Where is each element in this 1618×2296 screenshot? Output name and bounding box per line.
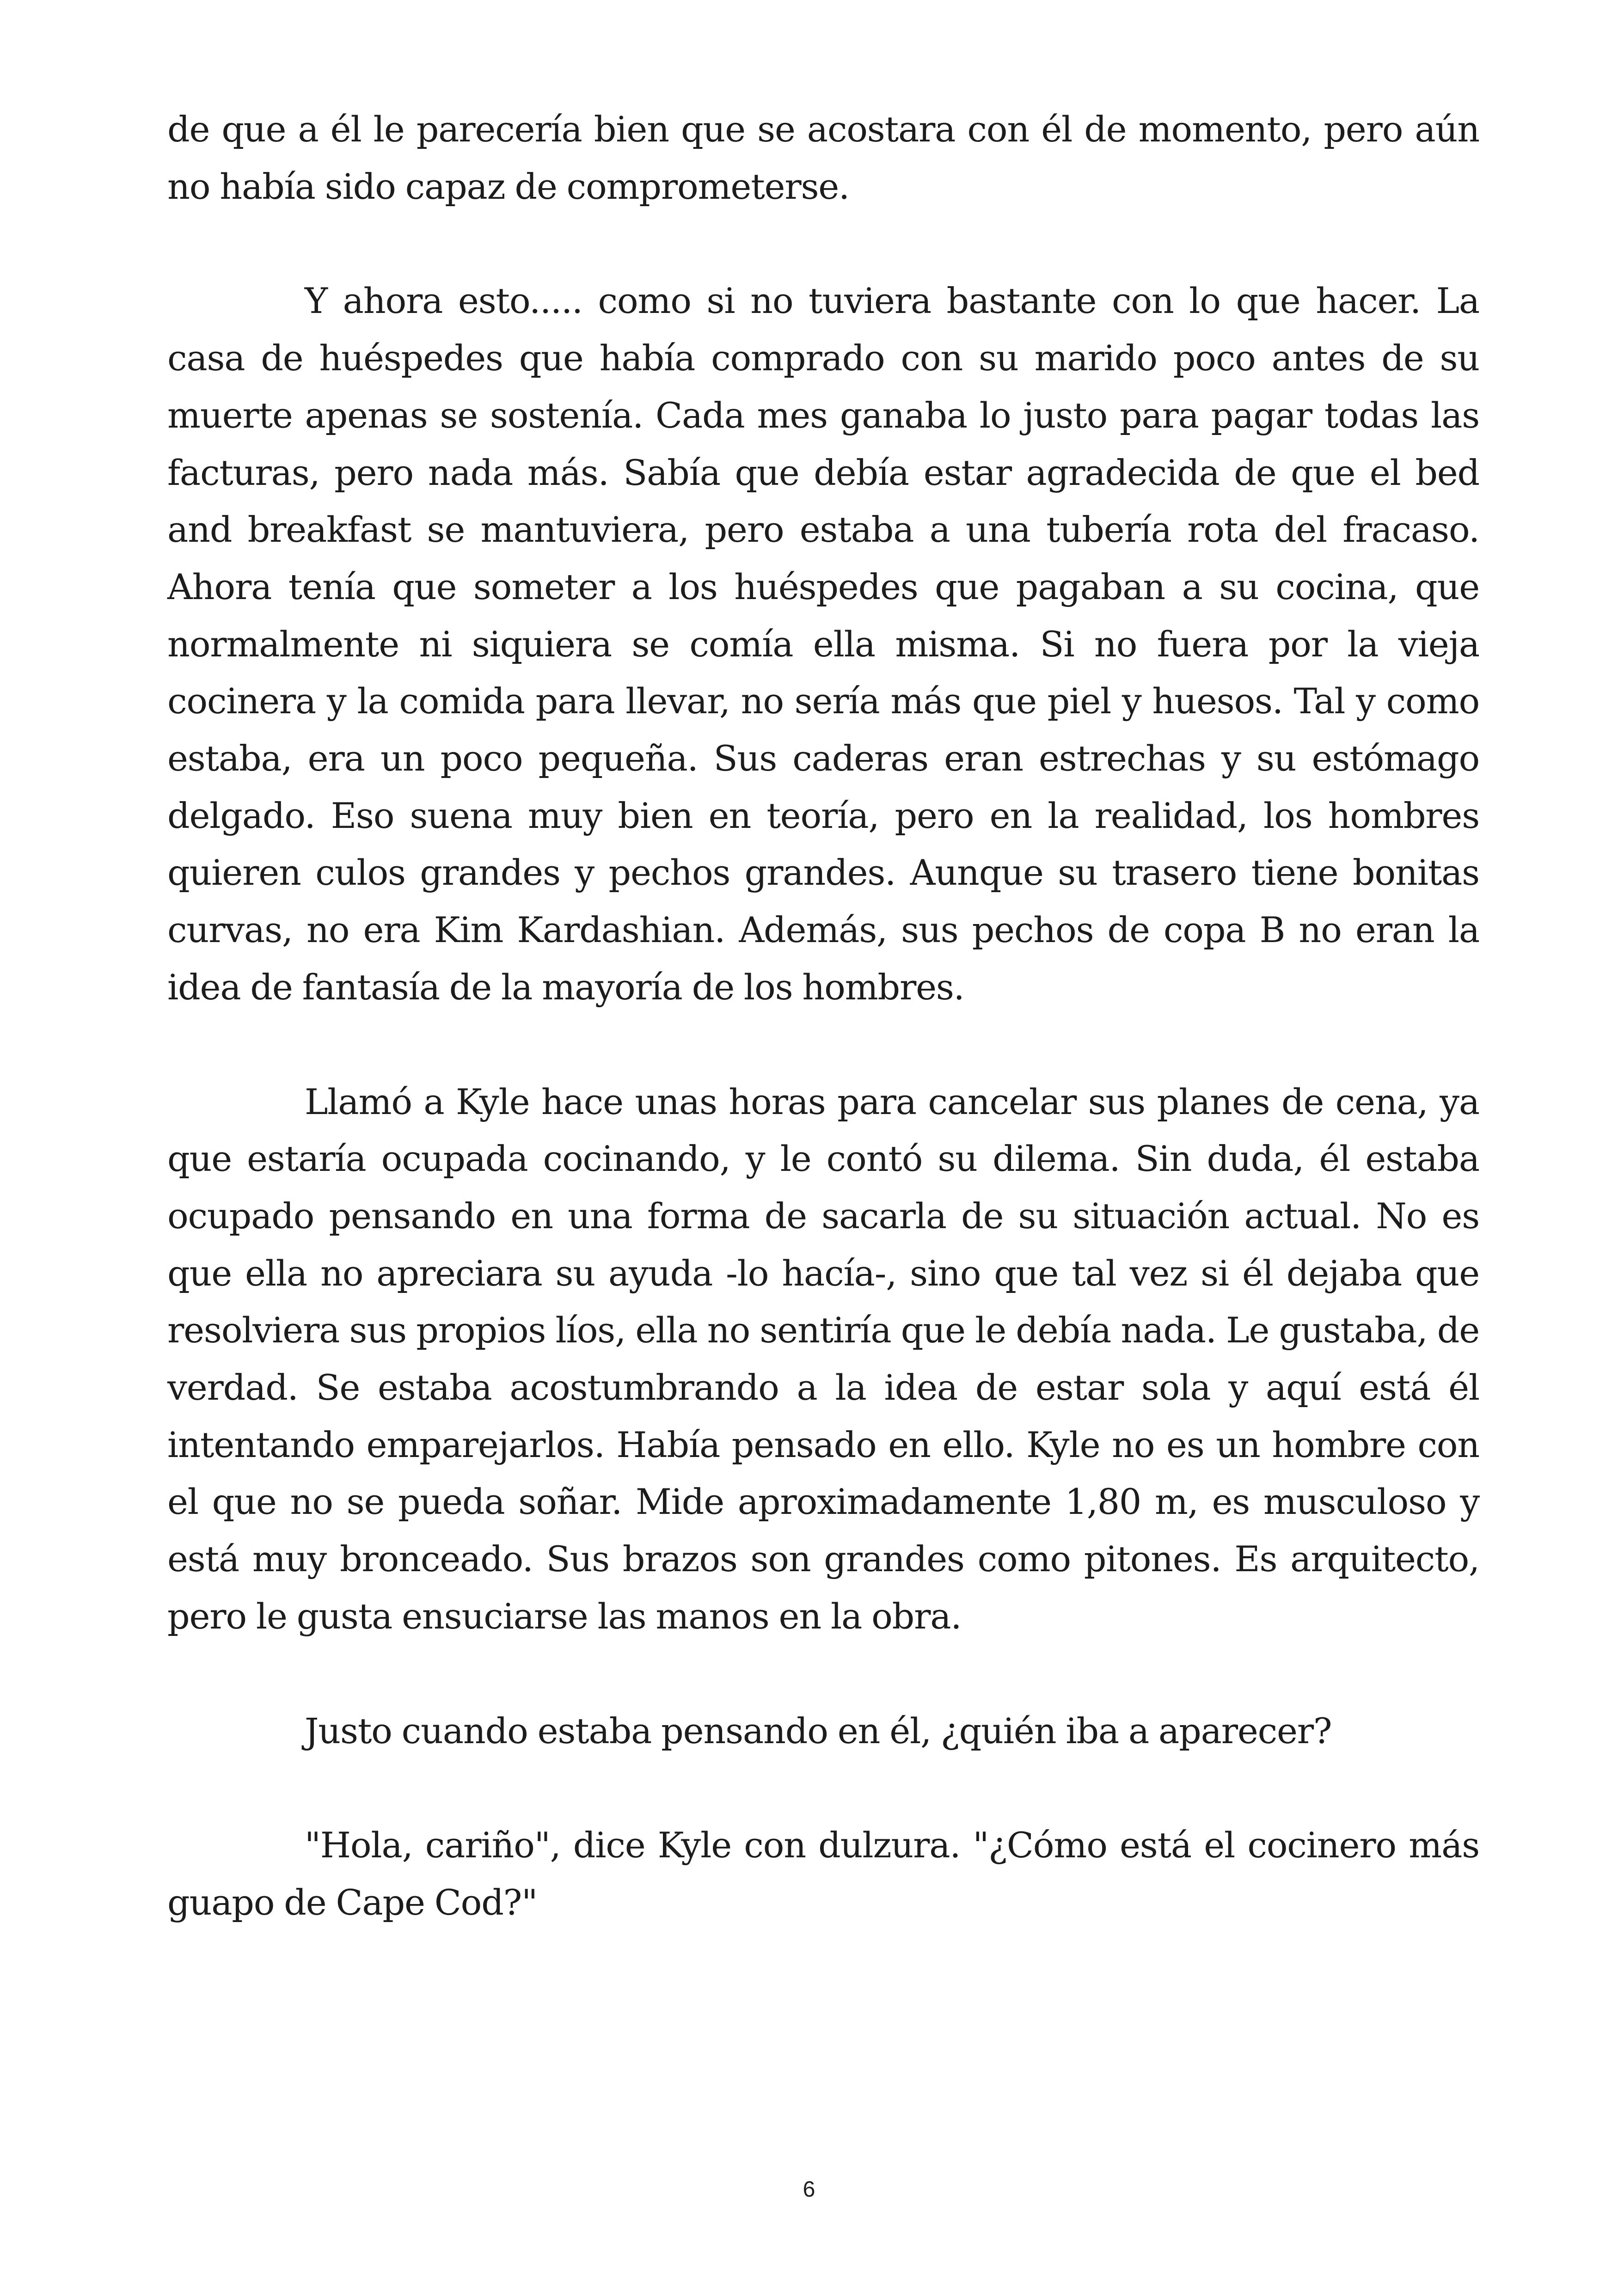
paragraph: Y ahora esto..... como si no tuviera bastante con lo que hacer. La casa de huéspedes que había comprado con su marido poco antes de su muerte apenas se sostenía. Cada mes ganaba lo justo para pagar todas las facturas, pero nada más. Sabía que debía estar agradecida de que el bed and breakfast se mantuviera, pero estaba a una tubería rota del fracaso. Ahora tenía que someter a los huéspedes que pagaban a su cocina, que normalmente ni siquiera se comía ella misma. Si no fuera por la vieja cocinera y la comida para llevar, no sería más que piel y huesos. Tal y como estaba, era un poco pequeña. Sus caderas eran estrechas y su estómago delgado. Eso suena muy bien en teoría, pero en la realidad, los hombres quieren culos grandes y pechos grandes. Aunque su trasero tiene bonitas curvas, no era Kim Kardashian. Además, sus pechos de copa B no eran la idea de fantasía de la mayoría de los hombres. bbox=[167, 280, 1479, 1008]
paragraph: Justo cuando estaba pensando en él, ¿quién iba a aparecer? bbox=[305, 1710, 1332, 1751]
paragraph: "Hola, cariño", dice Kyle con dulzura. "¿Cómo está el cocinero más guapo de Cape Cod?" bbox=[167, 1825, 1479, 1923]
paragraph: Llamó a Kyle hace unas horas para cancelar sus planes de cena, ya que estaría ocupada cocinando, y le contó su dilema. Sin duda, él estaba ocupado pensando en una forma de sacarla de su situación actual. No es que ella no apreciara su ayuda -lo hacía-, sino que tal vez si él dejaba que resolviera sus propios líos, ella no sentiría que le debía nada. Le gustaba, de verdad. Se estaba acostumbrando a la idea de estar sola y aquí está él intentando emparejarlos. Había pensado en ello. Kyle no es un hombre con el que no se pueda soñar. Mide aproximadamente 1,80 m, es musculoso y está muy bronceado. Sus brazos son grandes como pitones. Es arquitecto, pero le gusta ensuciarse las manos en la obra. bbox=[167, 1081, 1479, 1637]
paragraph: de que a él le parecería bien que se acostara con él de momento, pero aún no había sido capaz de comprometerse. bbox=[167, 109, 1479, 207]
body-text bbox=[167, 101, 1479, 1931]
page-number: 6 bbox=[803, 2177, 815, 2202]
